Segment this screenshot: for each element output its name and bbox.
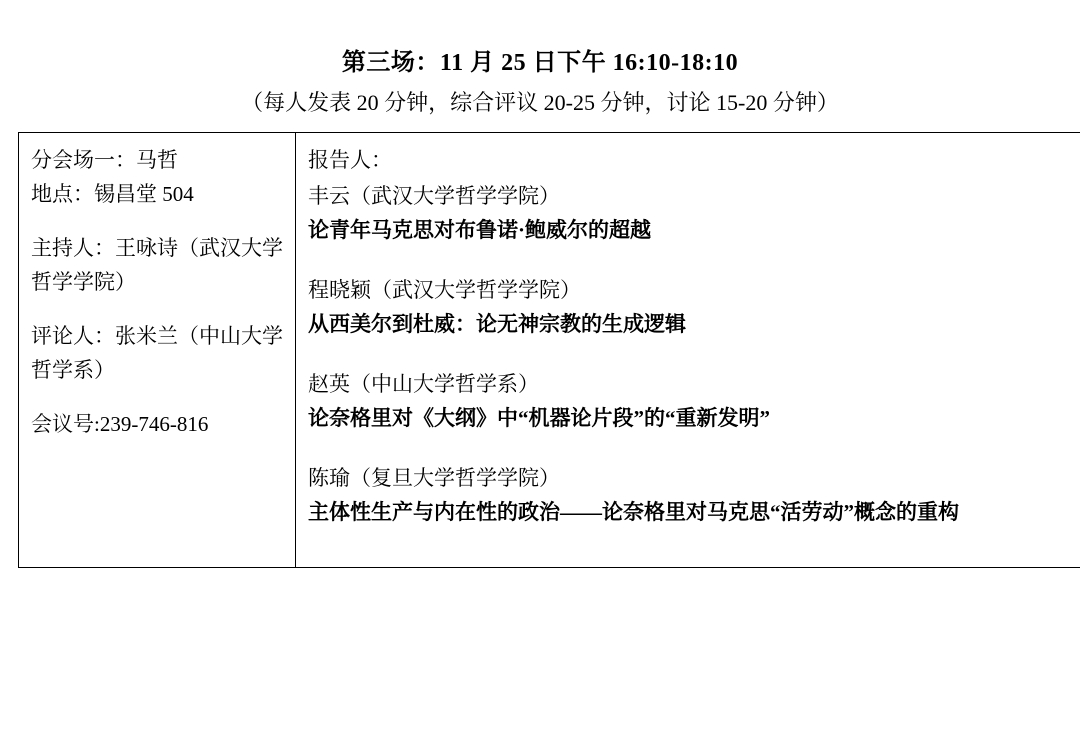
presenter-label: 报告人： [308,147,392,172]
panel-commentator: 评论人：张米兰（中山大学哲学系） [31,323,283,382]
session-note: （每人发表 20 分钟，综合评议 20-25 分钟，讨论 15-20 分钟） [241,90,839,115]
panel-name: 分会场一：马哲 [31,147,178,172]
talk-title: 从西美尔到杜威：论无神宗教的生成逻辑 [308,311,686,336]
talk-author: 程晓颖（武汉大学哲学学院） [308,277,581,302]
talk-author: 丰云（武汉大学哲学学院） [308,183,560,208]
list-item [308,367,1080,435]
panel-chair: 主持人：王咏诗（武汉大学哲学学院） [31,235,283,294]
spacer [31,299,283,319]
panel-meeting-id: 会议号:239-746-816 [31,411,209,436]
talk-title: 论奈格里对《大纲》中“机器论片段”的“重新发明” [308,405,770,430]
table-row [19,132,1080,567]
list-item [308,273,1080,341]
list-item [308,461,1080,529]
spacer [31,387,283,407]
schedule-table [18,132,1080,568]
talk-author: 赵英（中山大学哲学系） [308,371,539,396]
list-item [308,179,1080,247]
session-header [18,0,1062,118]
talk-title: 论青年马克思对布鲁诺·鲍威尔的超越 [308,217,652,242]
session-title: 第三场：11 月 25 日下午 16:10-18:10 [341,50,739,76]
spacer [31,211,283,231]
talk-title: 主体性生产与内在性的政治——论奈格里对马克思“活劳动”概念的重构 [308,499,959,524]
panel-location: 地点：锡昌堂 504 [31,181,194,206]
presentations-cell [296,132,1080,567]
panel-info-cell [19,132,296,567]
talk-author: 陈瑜（复旦大学哲学学院） [308,465,560,490]
